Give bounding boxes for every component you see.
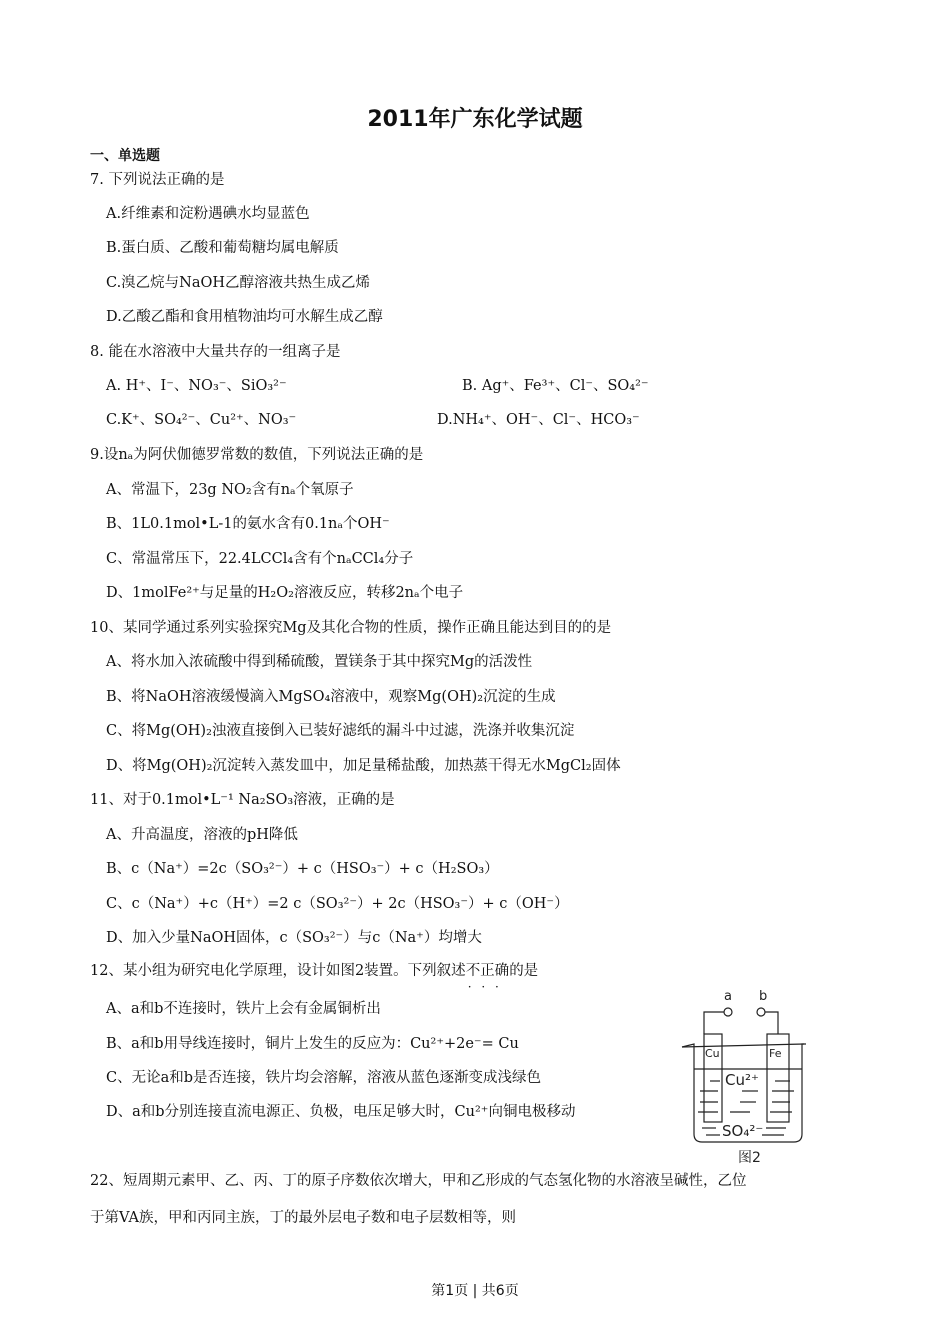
question-22-line2: 于第VA族，甲和丙同主族，丁的最外层电子数和电子层数相等，则 [90, 1210, 516, 1226]
q9-option-b: B、1L0.1mol•L-1的氨水含有0.1nₐ个OH⁻ [106, 516, 390, 532]
q9-option-c: C、常温常压下，22.4LCCl₄含有个nₐCCl₄分子 [106, 551, 414, 567]
q7-option-b: B.蛋白质、乙酸和葡萄糖均属电解质 [106, 240, 339, 256]
q8-option-c: C.K⁺、SO₄²⁻、Cu²⁺、NO₃⁻ [106, 412, 297, 428]
q10-option-d: D、将Mg(OH)₂沉淀转入蒸发皿中，加足量稀盐酸，加热蒸干得无水MgCl₂固体 [106, 758, 621, 774]
q10-option-a: A、将水加入浓硫酸中得到稀硫酸，置镁条于其中探究Mg的活泼性 [106, 654, 533, 670]
q12-option-d: D、a和b分别连接直流电源正、负极，电压足够大时，Cu²⁺向铜电极移动 [106, 1104, 576, 1120]
q8-option-b: B. Ag⁺、Fe³⁺、Cl⁻、SO₄²⁻ [462, 378, 649, 394]
question-12-stem [90, 961, 538, 981]
fe-electrode-label: Fe [769, 1047, 782, 1060]
q7-option-c: C.溴乙烷与NaOH乙醇溶液共热生成乙烯 [106, 275, 371, 291]
q10-option-c: C、将Mg(OH)₂浊液直接倒入已装好滤纸的漏斗中过滤，洗涤并收集沉淀 [106, 723, 575, 739]
question-8-stem: 8. 能在水溶液中大量共存的一组离子是 [90, 344, 341, 360]
question-9-stem: 9.设nₐ为阿伏伽德罗常数的数值，下列说法正确的是 [90, 447, 424, 463]
cu-ion-label: Cu²⁺ [725, 1071, 759, 1089]
question-11-stem: 11、对于0.1mol•L⁻¹ Na₂SO₃溶液，正确的是 [90, 792, 395, 808]
q11-option-d: D、加入少量NaOH固体，c（SO₃²⁻）与c（Na⁺）均增大 [106, 930, 482, 946]
q11-option-c: C、c（Na⁺）+c（H⁺）=2 c（SO₃²⁻）+ 2c（HSO₃⁻）+ c（OH⁻） [106, 896, 569, 912]
q12-option-a: A、a和b不连接时，铁片上会有金属铜析出 [106, 1001, 381, 1017]
q12-stem-part2: 的是 [509, 963, 539, 979]
page-footer: 第1页 | 共6页 [431, 1283, 519, 1299]
q8-option-d: D.NH₄⁺、OH⁻、Cl⁻、HCO₃⁻ [437, 412, 640, 428]
terminal-b-label: b [759, 989, 768, 1004]
q10-option-b: B、将NaOH溶液缓慢滴入MgSO₄溶液中，观察Mg(OH)₂沉淀的生成 [106, 689, 556, 705]
q12-emphasis: 不正确 · · · [466, 963, 510, 979]
question-22-line1: 22、短周期元素甲、乙、丙、丁的原子序数依次增大，甲和乙形成的气态氢化物的水溶液呈碱性，乙位 [90, 1173, 747, 1189]
page-title: 2011年广东化学试题 [367, 107, 583, 132]
cu-electrode-label: Cu [705, 1047, 720, 1060]
q9-option-d: D、1molFe²⁺与足量的H₂O₂溶液反应，转移2nₐ个电子 [106, 585, 464, 601]
q7-option-a: A.纤维素和淀粉遇碘水均显蓝色 [106, 206, 310, 222]
q12-option-b: B、a和b用导线连接时，铜片上发生的反应为：Cu²⁺+2e⁻= Cu [106, 1036, 519, 1052]
q11-option-a: A、升高温度，溶液的pH降低 [106, 827, 298, 843]
question-10-stem: 10、某同学通过系列实验探究Mg及其化合物的性质，操作正确且能达到目的的是 [90, 620, 612, 636]
q9-option-a: A、常温下，23g NO₂含有nₐ个氧原子 [106, 482, 354, 498]
q7-option-d: D.乙酸乙酯和食用植物油均可水解生成乙醇 [106, 309, 383, 325]
q11-option-b: B、c（Na⁺）=2c（SO₃²⁻）+ c（HSO₃⁻）+ c（H₂SO₃） [106, 861, 499, 877]
question-7-stem: 7. 下列说法正确的是 [90, 172, 225, 188]
q8-option-a: A. H⁺、I⁻、NO₃⁻、SiO₃²⁻ [106, 378, 287, 394]
section-heading: 一、单选题 [90, 148, 160, 164]
electrochemical-cell-figure [680, 984, 820, 1169]
sulfate-ion-label: SO₄²⁻ [722, 1122, 764, 1140]
figure-caption: 图2 [738, 1150, 761, 1166]
q12-stem-part1: 12、某小组为研究电化学原理，设计如图2装置。下列叙述 [90, 963, 466, 979]
terminal-a-label: a [724, 989, 732, 1004]
q12-option-c: C、无论a和b是否连接，铁片均会溶解，溶液从蓝色逐渐变成浅绿色 [106, 1070, 542, 1086]
